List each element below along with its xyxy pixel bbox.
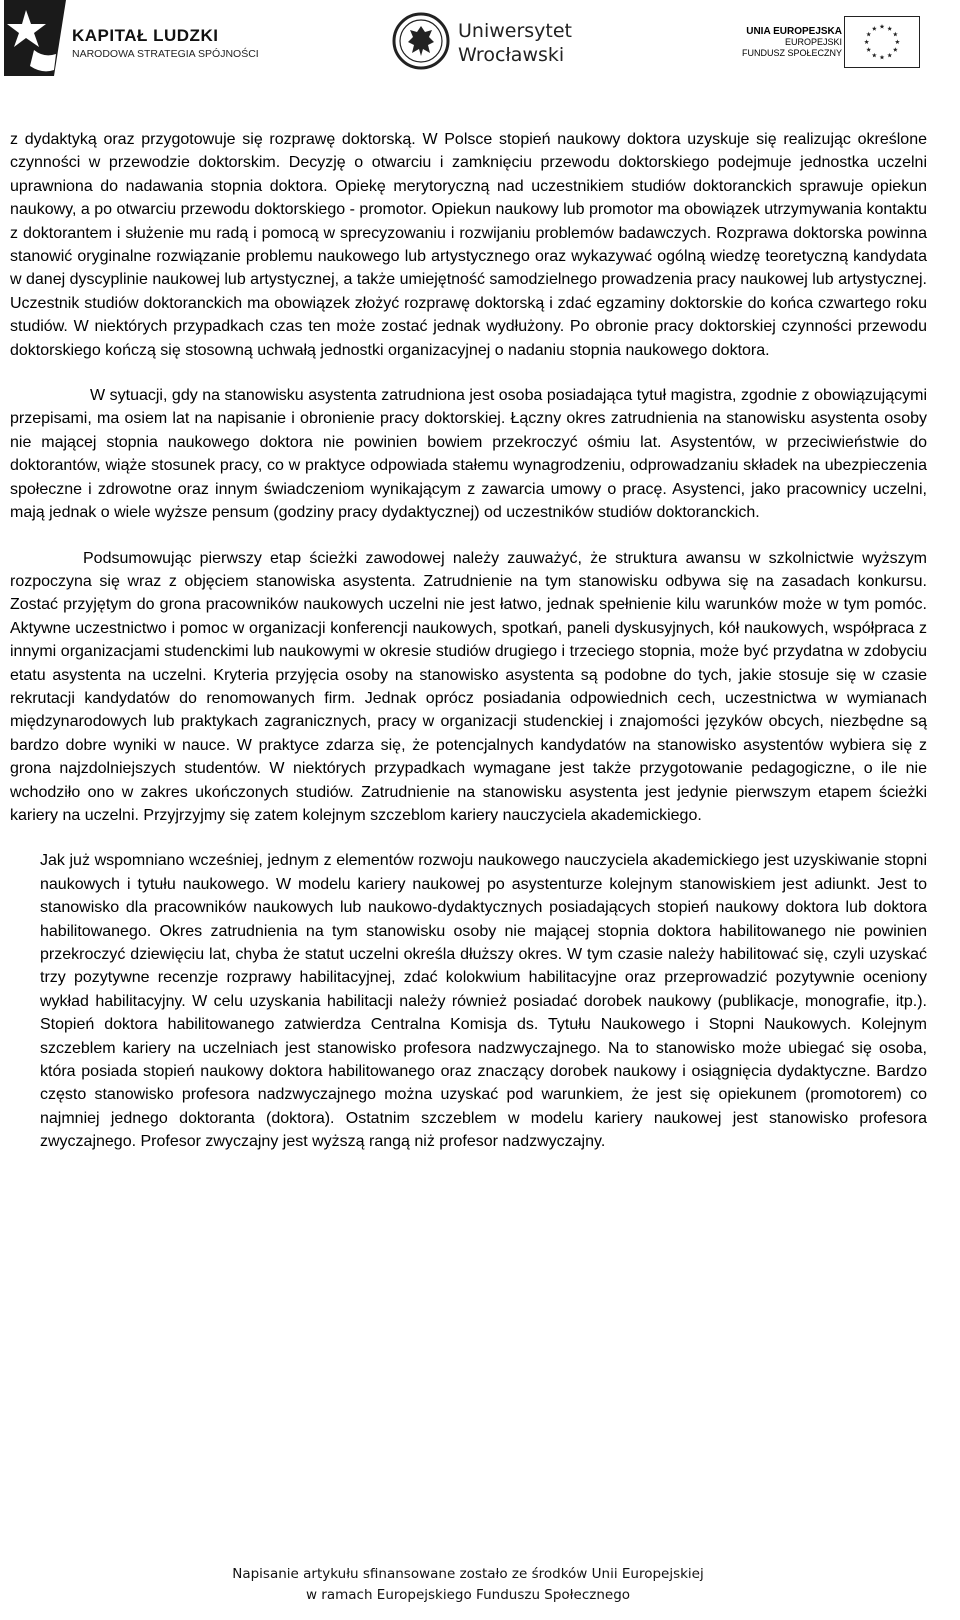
eu-star-icon <box>880 24 885 29</box>
eu-star-icon <box>887 26 892 31</box>
eu-text-block <box>742 26 842 59</box>
eu-star-icon <box>864 40 869 45</box>
funding-footer <box>0 1564 936 1606</box>
footer-line2: w ramach Europejskiego Funduszu Społecznego <box>305 1587 631 1603</box>
eu-star-icon <box>866 47 871 52</box>
eu-star-icon <box>872 53 877 58</box>
eu-flag-icon <box>844 16 920 68</box>
university-name-line2: Wrocławski <box>458 44 565 66</box>
eu-star-icon <box>893 32 898 37</box>
university-name-line1: Uniwersytet <box>458 20 572 42</box>
eu-name: UNIA EUROPEJSKA <box>746 26 842 37</box>
university-logo <box>392 12 592 72</box>
paragraph-doctoral-studies: z dydaktyką oraz przygotowuje się rozprawę doktorską. W Polsce stopień naukowy doktora uzyskuje się realizując określone czynności w przewodzie doktorskim. Decyzję o otwarciu i zamknięciu przewodu doktorskiego podejmuje jednostka uczelni uprawniona do nadawania stopnia doktora. Opiekę merytoryczną nad uczestnikiem studiów doktoranckich sprawuje opiekun naukowy, a po otwarciu przewodu doktorskiego - promotor. Opiekun naukowy lub promotor ma obowiązek utrzymywania kontaktu z doktorantem i służenie mu radą i pomocą w sprecyzowaniu i rozwijaniu problemów badawczych. Rozprawa doktorska powinna stanowić oryginalne rozwiązanie problemu naukowego lub artystycznego oraz wykazywać ogólną wiedzę teoretyczną kandydata w danej dyscyplinie naukowej lub artystycznej, a także umiejętność samodzielnego prowadzenia pracy naukowej lub artystycznej. Uczestnik studiów doktoranckich ma obowiązek złożyć rozprawę doktorską i zdać egzaminy doktorskie do końca czwartego roku studiów. W niektórych przypadkach czas ten może zostać jednak wydłużony. Po obronie pracy doktorskiej czynności przewodu doktorskiego kończą się stosowną uchwałą jednostki organizacyjnej o nadaniu stopnia naukowego doktora. <box>10 131 927 359</box>
eu-star-icon <box>895 40 900 45</box>
eu-fund-line1: EUROPEJSKI <box>784 37 842 47</box>
eu-star-icon <box>893 47 898 52</box>
kapital-ludzki-emblem-icon <box>4 0 66 76</box>
logo-bar <box>0 0 960 80</box>
paragraph-career-summary: Podsumowując pierwszy etap ścieżki zawodowej należy zauważyć, że struktura awansu w szkolnictwie wyższym rozpoczyna się wraz z objęciem stanowiska asystenta. Zatrudnienie na tym stanowisku odbywa się na zasadach konkursu. Zostać przyjętym do grona pracowników naukowych uczelni nie jest łatwo, jednak spełnienie kilu warunków może w tym pomóc. Aktywne uczestnictwo i pomoc w organizacji konferencji naukowych, spotkań, paneli dyskusyjnych, kół naukowych, współpraca z innymi organizacjami studenckimi lub naukowymi w okresie studiów drugiego i trzeciego stopnia, może być przydatna w zdobyciu etatu asystenta na uczelni. Kryteria przyjęcia osoby na stanowisko asystenta są podobne do tych, jakie stosuje się w czasie rekrutacji kandydatów do renomowanych firm. Jednak oprócz posiadania odpowiednich cech, uczestnictwa w wymianach międzynarodowych lub praktykach zagranicznych, pracy w organizacji studenckiej i znajomości języków obcych, niezbędne są bardzo dobre wyniki w nauce. W praktyce zdarza się, że potencjalnych kandydatów na stanowisko asystentów wybiera się z grona najzdolniejszych studentów. W niektórych przypadkach wymagane jest także przygotowanie pedagogiczne, o ile nie wchodziło ono w zakres ukończonych studiów. Zatrudnienie na stanowisku asystenta jest jedynie pierwszym etapem ścieżki kariery na uczelni. Przyjrzyjmy się zatem kolejnym szczeblom kariery nauczyciela akademickiego. <box>10 549 927 824</box>
article-body <box>10 128 927 1154</box>
eu-logo <box>730 16 930 70</box>
paragraph-academic-ranks: Jak już wspomniano wcześniej, jednym z elementów rozwoju naukowego nauczyciela akademickiego jest uzyskiwanie stopni naukowych i tytułu naukowego. W modelu kariery naukowej po asystenturze kolejnym stanowiskiem jest adiunkt. Jest to stanowisko dla pracowników naukowych lub naukowo-dydaktycznych posiadających stopień naukowy doktora lub doktora habilitowanego. Okres zatrudnienia na tym stanowisku osoby nie mającej stopnia doktora habilitowanego nie powinien przekroczyć dziewięciu lat, chyba że statut uczelni określa dłuższy okres. W tym czasie należy habilitować się, czyli uzyskać trzy pozytywne recenzje rozprawy habilitacyjnej, zdać kolokwium habilitacyjne oraz przeprowadzić pozytywnie oceniony wykład habilitacyjny. W celu uzyskania habilitacji należy również posiadać dorobek naukowy (publikacje, monografie, itp.). Stopień doktora habilitowanego zatwierdza Centralna Komisja ds. Tytułu Naukowego i Stopni Naukowych. Kolejnym szczeblem kariery na uczelniach jest stanowisko profesora nadzwyczajnego. Na to stanowisko może ubiegać się osoba, która posiada stopień naukowy doktora habilitowanego oraz znaczący dorobek naukowy i osiągnięcia dydaktyczne. Bardzo często stanowisko profesora nadzwyczajnego można uzyskać pod warunkiem, że jest się opiekunem (promotorem) co najmniej jednego doktoranta (doktora). Ostatnim szczeblem w modelu kariery naukowej jest stanowisko profesora zwyczajnego. Profesor zwyczajny jest wyższą rangą niż profesor nadzwyczajny. <box>40 852 927 1151</box>
eu-fund-line2: FUNDUSZ SPOŁECZNY <box>741 48 842 58</box>
eu-star-icon <box>887 53 892 58</box>
kapital-ludzki-title: KAPITAŁ LUDZKI <box>72 26 219 45</box>
kapital-ludzki-subtitle: NARODOWA STRATEGIA SPÓJNOŚCI <box>72 48 259 60</box>
university-seal-icon <box>392 12 450 70</box>
eu-star-icon <box>866 32 871 37</box>
paragraph-assistant-position: W sytuacji, gdy na stanowisku asystenta zatrudniona jest osoba posiadająca tytuł magistra, zgodnie z obowiązującymi przepisami, ma osiem lat na napisanie i obronienie pracy doktorskiej. Łączny okres zatrudnienia na stanowisku asystenta osoby nie mającej stopnia naukowego doktora nie powinien bowiem przekroczyć ośmiu lat. Asystentów, w przeciwieństwie do doktorantów, wiąże stosunek pracy, co w praktyce odpowiada stałemu wynagrodzeniu, odprowadzaniu składek na ubezpieczenia społeczne i zdrowotne oraz innym świadczeniom wynikającym z zawarcia umowy o pracę. Asystenci, jako pracownicy uczelni, mają jednak o wiele wyższe pensum (godziny pracy dydaktycznej) od uczestników studiów doktoranckich. <box>10 387 927 522</box>
eu-star-icon <box>872 26 877 31</box>
eu-star-icon <box>880 55 885 60</box>
kapital-ludzki-logo <box>4 0 264 76</box>
footer-line1: Napisanie artykułu sfinansowane zostało ze środków Unii Europejskiej <box>232 1566 704 1582</box>
